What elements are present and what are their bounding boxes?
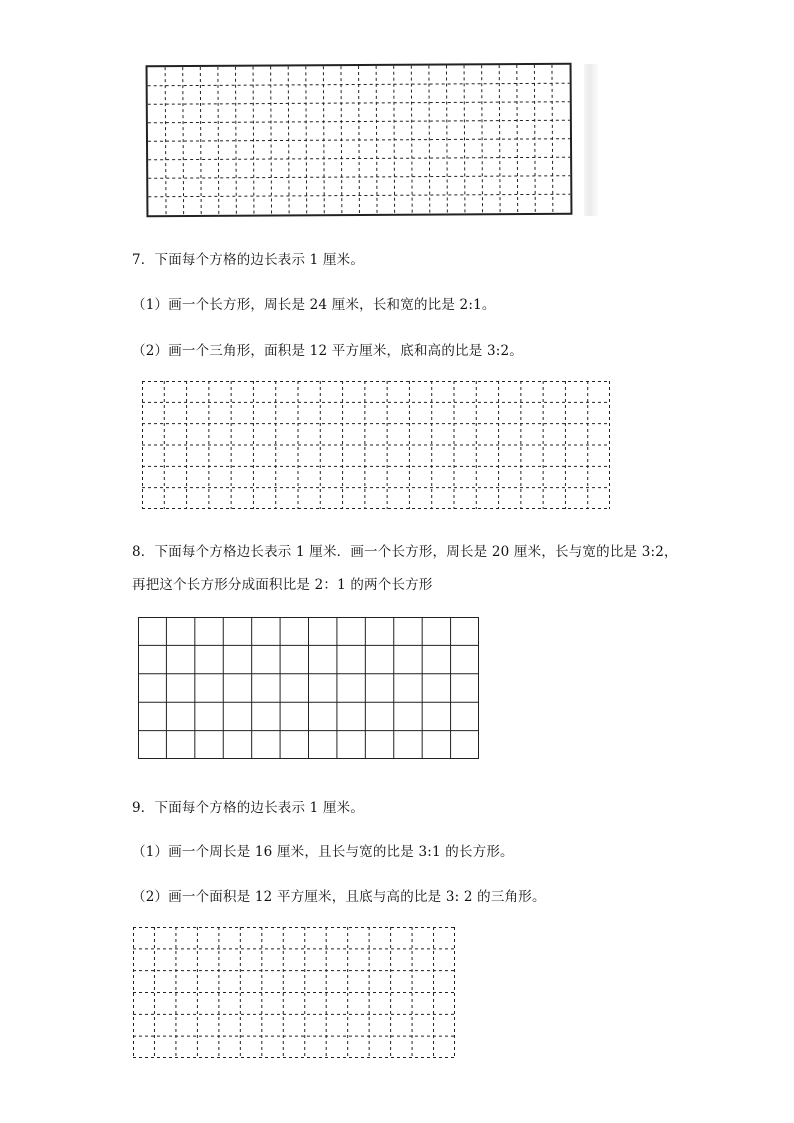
scan-edge-shadow: [584, 64, 598, 216]
q7-part1: （1）画一个长方形，周长是 24 厘米，长和宽的比是 2:1。: [132, 297, 496, 313]
top-grid-vline: [253, 67, 254, 215]
top-grid-vline: [446, 65, 447, 213]
q8-drawing-grid[interactable]: [138, 617, 479, 759]
q7-drawing-grid[interactable]: [142, 381, 610, 509]
q9-drawing-grid[interactable]: [133, 927, 455, 1058]
top-grid-vline: [235, 67, 236, 215]
q8-line2: 再把这个长方形分成面积比是 2：1 的两个长方形: [132, 577, 433, 593]
top-grid-vline: [429, 66, 430, 214]
q8-grid-lines: [138, 617, 479, 759]
q7-part2: （2）画一个三角形，面积是 12 平方厘米，底和高的比是 3:2。: [132, 343, 523, 359]
top-grid-vline: [200, 67, 201, 215]
top-grid-vline: [218, 67, 219, 215]
q9-title: 9．下面每个方格的边长表示 1 厘米。: [132, 800, 365, 816]
top-grid-vline: [183, 67, 184, 215]
q7-title: 7．下面每个方格的边长表示 1 厘米。: [132, 252, 365, 268]
top-scanned-grid: [146, 63, 573, 218]
top-grid-lines: [148, 65, 571, 216]
q8-line1: 8．下面每个方格边长表示 1 厘米．画一个长方形，周长是 20 厘米，长与宽的比是 3:2，: [132, 544, 678, 560]
q9-grid-lines: [133, 927, 455, 1058]
top-grid-vline: [482, 65, 483, 213]
top-grid-vline: [464, 65, 465, 213]
top-grid-vline: [165, 67, 166, 215]
top-grid-vline: [499, 65, 500, 213]
q9-part2: （2）画一个面积是 12 平方厘米，且底与高的比是 3: 2 的三角形。: [132, 889, 546, 905]
q7-grid-lines: [142, 381, 610, 509]
q9-part1: （1）画一个周长是 16 厘米，且长与宽的比是 3:1 的长方形。: [132, 844, 514, 860]
